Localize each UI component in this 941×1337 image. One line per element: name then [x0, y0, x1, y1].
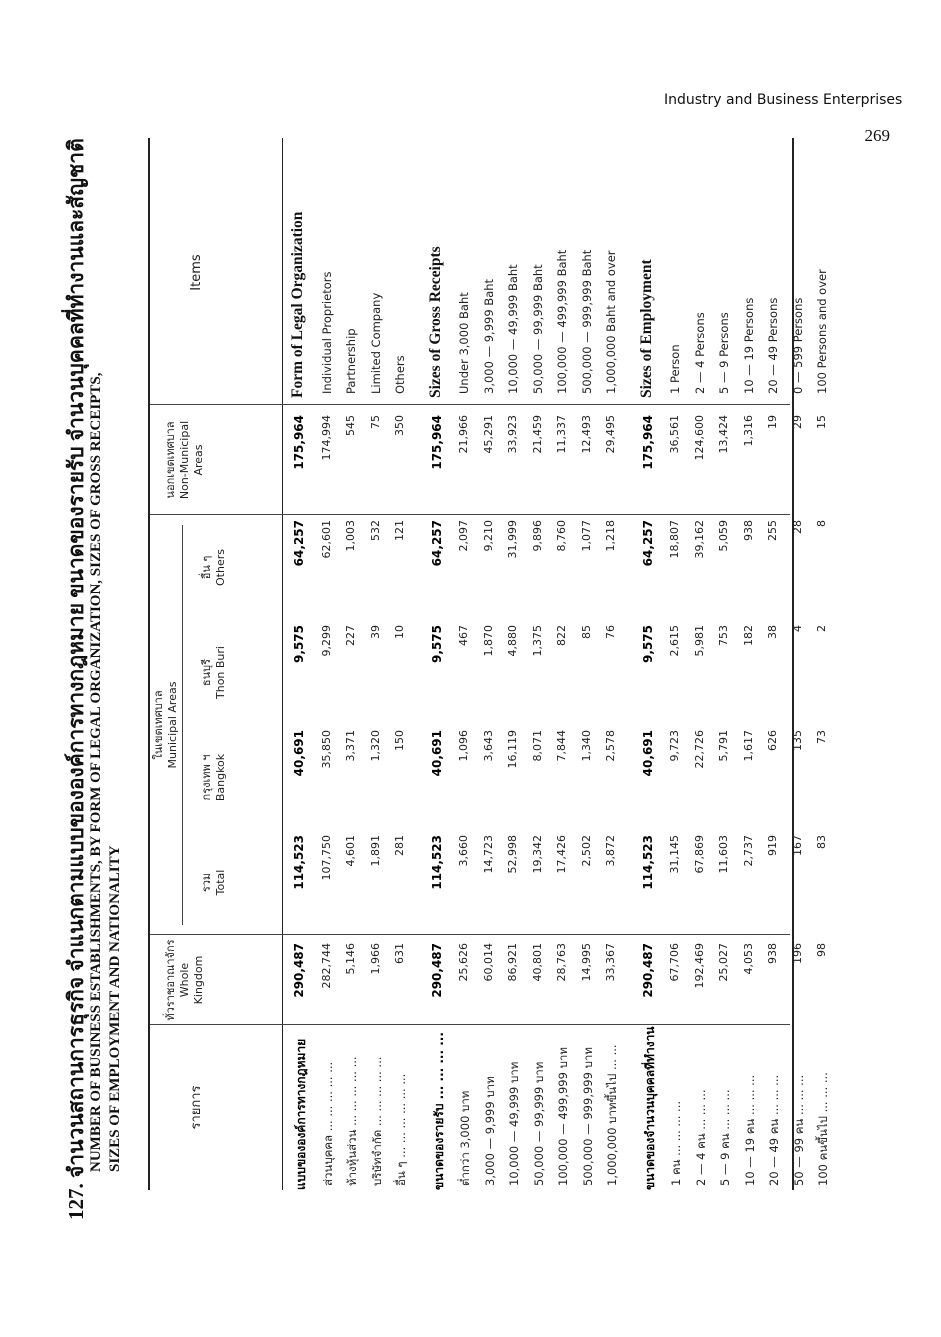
cell-value: 5,059	[717, 520, 730, 552]
cell-value: 11,603	[717, 835, 730, 874]
header-total: รวม Total	[200, 869, 227, 896]
cell-value: 532	[368, 520, 382, 541]
cell-value: 9,210	[481, 520, 495, 552]
header-thon-buri: ธนบุรี Thon Buri	[200, 646, 227, 699]
cell-value: 19	[766, 415, 779, 429]
cell-value: 919	[766, 835, 779, 856]
cell-value: 255	[766, 520, 779, 541]
cell-value: 4	[790, 625, 804, 632]
column-divider	[150, 934, 790, 935]
header-items-thai: รายการ	[189, 1085, 204, 1130]
cell-value: 40,801	[530, 943, 544, 982]
cell-value: 31,999	[506, 520, 519, 559]
section-total-value: 9,575	[640, 625, 655, 663]
row-label-thai: 10 — 19 คน ... ... ...	[742, 1074, 757, 1186]
row-label-english: 100,000 — 499,999 Baht	[555, 249, 569, 394]
cell-value: 10	[393, 625, 406, 639]
section-label-thai: แบบขององค์การทางกฎหมาย	[294, 1038, 308, 1190]
cell-value: 1,218	[604, 520, 617, 552]
cell-value: 282,744	[319, 943, 333, 989]
row-label-thai: 50,000 — 99,999 บาท	[531, 1061, 546, 1186]
cell-value: 2,502	[579, 835, 593, 867]
cell-value: 107,750	[319, 835, 333, 881]
header-bottom-rule	[282, 138, 283, 1190]
section-total-value: 64,257	[640, 520, 655, 567]
cell-value: 938	[741, 520, 755, 541]
cell-value: 1,340	[579, 730, 593, 762]
cell-value: 1,077	[579, 520, 593, 552]
cell-value: 73	[815, 730, 828, 744]
cell-value: 2,097	[457, 520, 470, 552]
cell-value: 5,791	[717, 730, 730, 762]
section-total-value: 114,523	[429, 835, 444, 890]
cell-value: 25,027	[717, 943, 730, 982]
cell-value: 33,367	[604, 943, 617, 982]
cell-value: 12,493	[579, 415, 593, 454]
cell-value: 8,760	[555, 520, 568, 552]
cell-value: 39	[368, 625, 382, 639]
cell-value: 38	[766, 625, 779, 639]
section-total-value: 290,487	[640, 943, 655, 998]
row-label-thai: 3,000 — 9,999 บาท	[482, 1076, 497, 1186]
section-total-value: 64,257	[429, 520, 444, 567]
cell-value: 31,145	[668, 835, 681, 874]
cell-value: 5,981	[692, 625, 706, 657]
row-label-english: 3,000 — 9,999 Baht	[481, 278, 496, 394]
cell-value: 227	[344, 625, 357, 646]
row-label-english: Limited Company	[368, 292, 383, 394]
row-label-thai: ส่วนบุคคล ... ... ... ... ...	[320, 1061, 335, 1186]
cell-value: 3,660	[457, 835, 470, 867]
row-label-english: 20 — 49 Persons	[766, 297, 780, 394]
row-label-thai: 500,000 — 999,999 บาท	[580, 1047, 595, 1186]
cell-value: 86,921	[506, 943, 519, 982]
cell-value: 9,896	[530, 520, 544, 552]
cell-value: 76	[604, 625, 617, 639]
table-title-thai: 127. จำนวนสถานการธุรกิจ จำแนกตามแบบขององค์การทางกฎหมาย ขนาดของรายรับ จำนวนบุคคลที่ทำงานและสัญชาติ	[64, 138, 88, 1220]
table-top-rule	[148, 138, 150, 1190]
row-label-english: Partnership	[344, 328, 358, 394]
cell-value: 121	[393, 520, 406, 541]
cell-value: 98	[815, 943, 828, 957]
cell-value: 67,869	[692, 835, 706, 874]
row-label-english: 1 Person	[668, 344, 682, 394]
header-municipal-areas: ในเขตเทศบาล Municipal Areas	[152, 681, 179, 769]
cell-value: 1,870	[481, 625, 495, 657]
row-label-english: 0 — 599 Persons	[790, 297, 805, 394]
cell-value: 39,162	[692, 520, 706, 559]
rotated-table-page	[60, 120, 860, 1220]
header-items-english: Items	[189, 254, 204, 291]
cell-value: 350	[393, 415, 406, 436]
row-label-english: 2 — 4 Persons	[692, 312, 707, 394]
cell-value: 1,320	[368, 730, 382, 762]
cell-value: 1,375	[530, 625, 544, 657]
column-divider	[150, 514, 790, 515]
section-total-value: 114,523	[640, 835, 655, 890]
row-label-thai: 50 — 99 คน ... ... ...	[791, 1074, 806, 1186]
row-label-thai: 1 คน ... ... ... ...	[669, 1100, 683, 1186]
cell-value: 1,316	[741, 415, 755, 447]
section-total-value: 40,691	[429, 730, 444, 777]
municipal-group-rule	[182, 525, 183, 925]
cell-value: 3,643	[481, 730, 495, 762]
section-label-english: Sizes of Employment	[637, 259, 655, 398]
row-label-english: 10,000 — 49,999 Baht	[506, 264, 520, 394]
header-bangkok: กรุงเทพ ฯ Bangkok	[200, 753, 227, 802]
table-title-english-line2: SIZES OF EMPLOYMENT AND NATIONALITY	[107, 845, 123, 1172]
cell-value: 1,891	[368, 835, 382, 867]
cell-value: 45,291	[481, 415, 495, 454]
column-divider	[150, 404, 790, 405]
cell-value: 467	[457, 625, 470, 646]
row-label-thai: 20 — 49 คน ... ... ...	[767, 1074, 781, 1186]
row-label-english: 100 Persons and over	[815, 269, 829, 394]
cell-value: 15	[815, 415, 828, 429]
cell-value: 135	[790, 730, 804, 751]
cell-value: 3,371	[344, 730, 357, 762]
cell-value: 753	[717, 625, 730, 646]
cell-value: 124,600	[692, 415, 706, 461]
row-label-thai: บริษัทจำกัด ... ... ... ... ...	[369, 1056, 384, 1186]
cell-value: 18,807	[668, 520, 681, 559]
cell-value: 2,578	[604, 730, 617, 762]
header-non-municipal: นอกเขตเทศบาล Non-Municipal Areas	[164, 420, 205, 500]
cell-value: 545	[344, 415, 357, 436]
row-label-thai: 1,000,000 บาทขึ้นไป ... ...	[605, 1044, 619, 1186]
section-total-value: 175,964	[429, 415, 444, 470]
cell-value: 28,763	[555, 943, 568, 982]
cell-value: 5,146	[344, 943, 357, 975]
cell-value: 7,844	[555, 730, 568, 762]
cell-value: 33,923	[506, 415, 519, 454]
cell-value: 25,626	[457, 943, 470, 982]
cell-value: 21,459	[530, 415, 544, 454]
cell-value: 62,601	[319, 520, 333, 559]
section-total-value: 64,257	[292, 520, 306, 567]
cell-value: 822	[555, 625, 568, 646]
row-label-english: 500,000 — 999,999 Baht	[579, 249, 594, 394]
cell-value: 8	[815, 520, 828, 527]
cell-value: 19,342	[530, 835, 544, 874]
row-label-thai: ต่ำกว่า 3,000 บาท	[458, 1090, 472, 1186]
section-label-thai: ขนาดของรายรับ ... ... ... ...	[431, 1032, 446, 1190]
row-label-thai: 100 คนขึ้นไป ... ... ...	[816, 1072, 830, 1186]
section-total-value: 114,523	[292, 835, 306, 890]
row-label-english: 5 — 9 Persons	[717, 312, 731, 394]
cell-value: 8,071	[530, 730, 544, 762]
cell-value: 2	[815, 625, 828, 632]
cell-value: 938	[766, 943, 779, 964]
cell-value: 75	[368, 415, 382, 429]
page-number: 269	[864, 126, 890, 145]
table-title-english-line1: NUMBER OF BUSINESS ESTABLISHMENTS, BY FORM OF LEGAL ORGANIZATION, SIZES OF GROSS RECEIPTS,	[88, 372, 104, 1172]
cell-value: 1,617	[741, 730, 755, 762]
section-total-value: 9,575	[429, 625, 444, 663]
cell-value: 29,495	[604, 415, 617, 454]
cell-value: 35,850	[319, 730, 333, 769]
cell-value: 21,966	[457, 415, 470, 454]
cell-value: 196	[790, 943, 804, 964]
cell-value: 28	[790, 520, 804, 534]
cell-value: 11,337	[555, 415, 568, 454]
row-label-english: Others	[393, 355, 407, 394]
row-label-thai: 10,000 — 49,999 บาท	[507, 1061, 521, 1186]
row-label-thai: อื่น ๆ ... ... ... ... ... ...	[394, 1073, 408, 1186]
row-label-english: 10 — 19 Persons	[741, 297, 756, 394]
row-label-english: Individual Proprietors	[319, 271, 334, 394]
cell-value: 85	[579, 625, 593, 639]
section-label-english: Form of Legal Organization	[289, 211, 306, 398]
section-total-value: 175,964	[640, 415, 655, 470]
cell-value: 60,014	[481, 943, 495, 982]
cell-value: 4,053	[741, 943, 755, 975]
section-label-english: Sizes of Gross Receipts	[426, 246, 444, 398]
cell-value: 9,723	[668, 730, 681, 762]
cell-value: 13,424	[717, 415, 730, 454]
cell-value: 36,561	[668, 415, 681, 454]
cell-value: 631	[393, 943, 406, 964]
cell-value: 14,995	[579, 943, 593, 982]
cell-value: 16,119	[506, 730, 519, 769]
section-total-value: 9,575	[292, 625, 306, 663]
cell-value: 167	[790, 835, 804, 856]
cell-value: 9,299	[319, 625, 333, 657]
running-head: Industry and Business Enterprises	[664, 92, 903, 108]
section-total-value: 40,691	[640, 730, 655, 777]
cell-value: 3,872	[604, 835, 617, 867]
cell-value: 150	[393, 730, 406, 751]
header-others: อื่น ๆ Others	[200, 549, 227, 586]
row-label-english: Under 3,000 Baht	[457, 292, 471, 394]
row-label-thai: 100,000 — 499,999 บาท	[556, 1047, 570, 1186]
cell-value: 22,726	[692, 730, 706, 769]
cell-value: 174,994	[319, 415, 333, 461]
cell-value: 182	[741, 625, 755, 646]
header-whole-kingdom: ทั่วราชอาณาจักร Whole Kingdom	[164, 939, 205, 1021]
cell-value: 14,723	[481, 835, 495, 874]
section-total-value: 175,964	[292, 415, 306, 470]
cell-value: 281	[393, 835, 406, 856]
cell-value: 626	[766, 730, 779, 751]
section-label-thai: ขนาดของจำนวนบุคคลที่ทำงาน	[642, 1026, 657, 1190]
cell-value: 1,966	[368, 943, 382, 975]
section-total-value: 290,487	[429, 943, 444, 998]
section-total-value: 290,487	[292, 943, 306, 998]
row-label-thai: 5 — 9 คน ... ... ...	[718, 1089, 732, 1186]
section-total-value: 40,691	[292, 730, 306, 777]
cell-value: 52,998	[506, 835, 519, 874]
cell-value: 2,615	[668, 625, 681, 657]
cell-value: 2,737	[741, 835, 755, 867]
cell-value: 4,601	[344, 835, 357, 867]
cell-value: 4,880	[506, 625, 519, 657]
cell-value: 17,426	[555, 835, 568, 874]
cell-value: 29	[790, 415, 804, 429]
row-label-english: 50,000 — 99,999 Baht	[530, 264, 545, 394]
row-label-thai: 2 — 4 คน ... ... ...	[693, 1089, 708, 1186]
cell-value: 67,706	[668, 943, 681, 982]
row-label-thai: ห้างหุ้นส่วน ... ... ... ... ...	[345, 1056, 359, 1186]
cell-value: 83	[815, 835, 828, 849]
cell-value: 192,469	[692, 943, 706, 989]
row-label-english: 1,000,000 Baht and over	[604, 250, 618, 394]
cell-value: 1,096	[457, 730, 470, 762]
cell-value: 1,003	[344, 520, 357, 552]
